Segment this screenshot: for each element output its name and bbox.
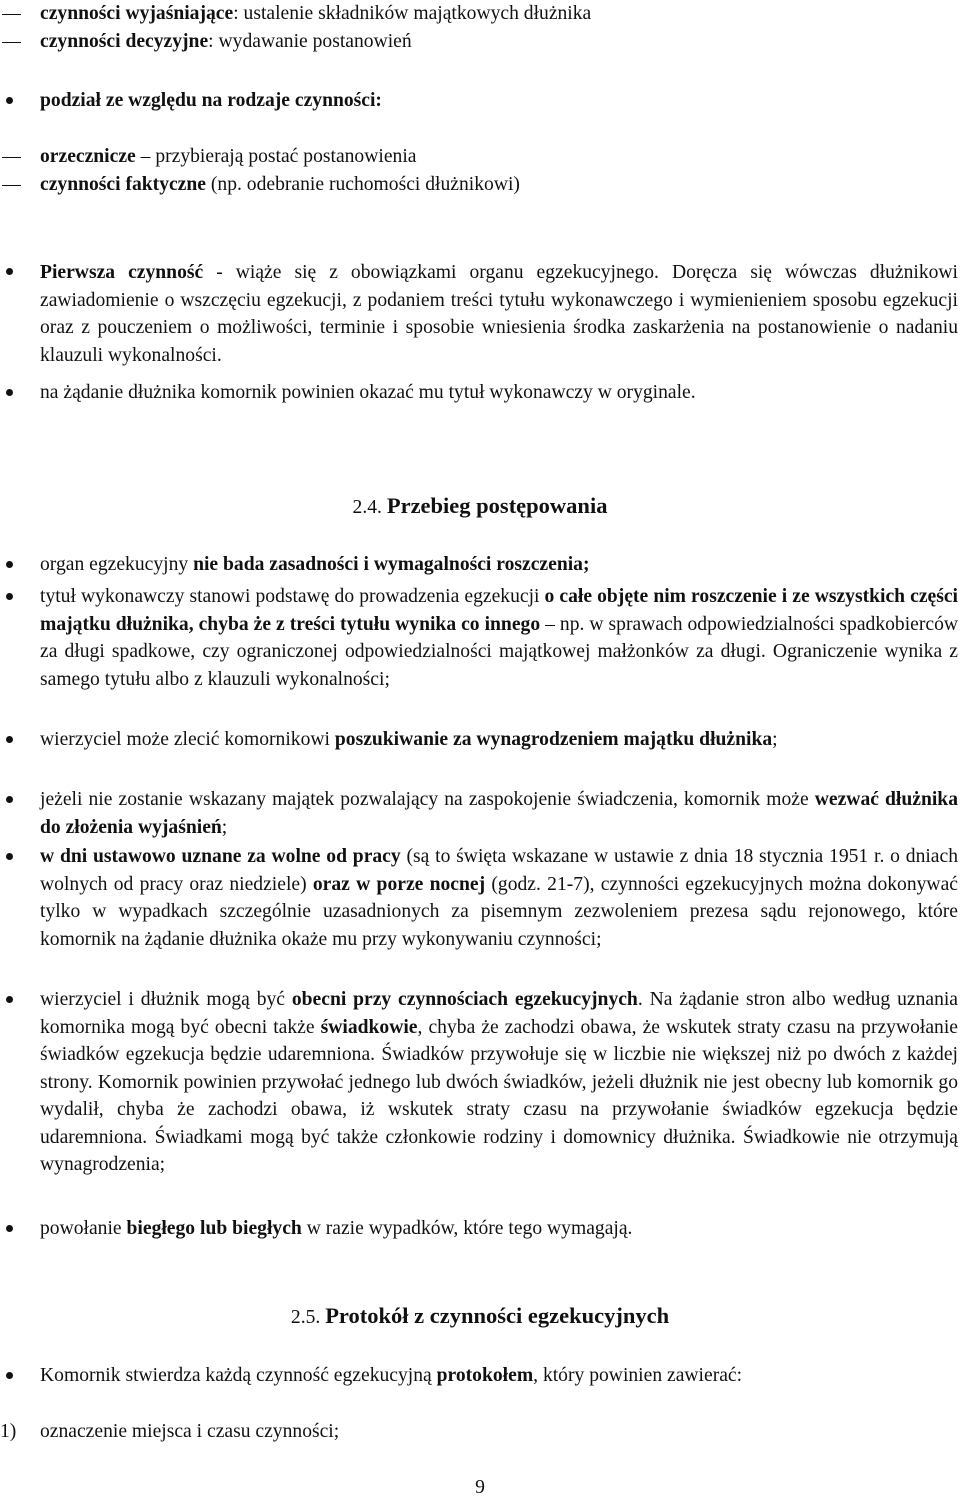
term: czynności wyjaśniające	[40, 3, 234, 24]
term: czynności decyzyjne	[40, 31, 209, 52]
emphasis: świadkowie	[320, 1016, 418, 1038]
item-text: : ustalenie składników majątkowych dłużnika	[233, 3, 592, 24]
item-text: powołanie	[40, 1218, 127, 1239]
section-heading-2-4	[0, 492, 960, 521]
dash-bullet	[2, 42, 21, 43]
bullet-dot	[6, 1225, 13, 1232]
section-number: 2.5.	[290, 1307, 326, 1328]
list-item-czynnosci-wyjasniajace	[40, 0, 958, 28]
bullet-dot	[6, 853, 13, 860]
section-title: Protokół z czynności egzekucyjnych	[325, 1303, 670, 1328]
list-item-zadanie	[40, 379, 958, 407]
item-text: wierzyciel i dłużnik mogą być	[40, 989, 292, 1010]
list-item-biegly	[40, 1215, 958, 1243]
emphasis: w dni ustawowo uznane za wolne od pracy	[40, 846, 401, 867]
paragraph-pierwsza-czynnosc	[40, 259, 958, 369]
bullet-dot	[6, 268, 13, 275]
emphasis: o całe objęte nim roszczenie i ze wszystkich części majątku dłużnika, chyba że z treści tytułu wynika co innego	[40, 586, 958, 635]
section-number: 2.4.	[352, 497, 387, 518]
item-text: tytuł wykonawczy stanowi podstawę do prowadzenia egzekucji	[40, 586, 545, 607]
item-text: Komornik stwierdza każdą czynność egzekucyjną	[40, 1365, 437, 1386]
bullet-dot	[6, 97, 13, 104]
list-item-czynnosci-decyzyjne	[40, 28, 958, 56]
list-item-podzial	[40, 87, 958, 115]
item-text: na żądanie dłużnika komornik powinien okazać mu tytuł wykonawczy w oryginale.	[40, 382, 696, 403]
bullet-dot	[6, 389, 13, 396]
item-text: jeżeli nie zostanie wskazany majątek pozwalający na zaspokojenie świadczenia, komornik może	[40, 789, 815, 810]
item-text: ;	[221, 816, 228, 838]
paragraph-text: - wiąże się z obowiązkami organu egzekucyjnego. Doręcza się wówczas dłużnikowi zawiadomienie o wszczęciu egzekucji, z podaniem treści tytułu wykonawczego i wymienieniem sposobu egzekucji oraz z pouczeniem o możliwości, terminie i sposobie wniesienia środka zaskarżenia na postanowienie o nadaniu klauzuli wykonalności.	[40, 262, 959, 366]
term: czynności faktyczne	[40, 174, 206, 195]
section-heading-2-5	[0, 1302, 960, 1331]
item-text: (np. odebranie ruchomości dłużnikowi)	[205, 174, 520, 195]
list-item-organ	[40, 551, 958, 579]
list-item-dni-wolne	[40, 843, 958, 953]
section-title: Przebieg postępowania	[386, 493, 608, 518]
emphasis: protokołem	[436, 1365, 534, 1386]
bullet-dot	[6, 796, 13, 803]
emphasis: biegłego lub biegłych	[126, 1218, 302, 1239]
emphasis: poszukiwanie za wynagrodzeniem majątku dłużnika	[334, 729, 773, 750]
item-text: , chyba że zachodzi obawa, że wskutek straty czasu na przywołanie świadków egzekucja będzie udaremniona. Świadków przywołuje się w liczbie nie większej niż po dwóch z każdej strony. Komornik powinien przywołać jednego lub dwóch świadków, jeżeli dłużnik nie jest obecny lub komornik go wydalił, chyba że zachodzi obawa, iż wskutek straty czasu na przywołanie świadków egzekucja będzie udaremniona. Świadkami mogą być także członkowie rodziny i domownicy dłużnika. Świadkowie nie otrzymują wynagrodzenia;	[40, 1016, 958, 1175]
item-text: organ egzekucyjny	[40, 554, 194, 575]
emphasis: obecni przy czynnościach egzekucyjnych	[291, 989, 638, 1010]
list-item-tytul-wykonawczy	[40, 583, 958, 693]
bullet-dot	[6, 593, 13, 600]
list-item-orzecznicze	[40, 143, 958, 171]
emphasis: wezwać dłużnika do złożenia wyjaśnień	[40, 789, 958, 838]
item-text: . Na żądanie stron albo według uznania komornika mogą być obecni także	[40, 989, 959, 1038]
dash-bullet	[2, 14, 21, 15]
item-text: (są to święta wskazane w ustawie z dnia 18 stycznia 1951 r. o dniach wolnych od pracy oraz niedziele)	[40, 846, 958, 895]
term: podział ze względu na rodzaje czynności:	[40, 90, 382, 111]
bullet-dot	[6, 996, 13, 1003]
item-text: , który powinien zawierać:	[533, 1365, 743, 1386]
item-text: (godz. 21-7), czynności egzekucyjnych można dokonywać tylko w wypadkach szczególnie uzasadnionych za pisemnym zezwoleniem prezesa sądu rejonowego, które komornik na żądanie dłużnika okaże mu przy wykonywaniu czynności;	[40, 873, 958, 950]
dash-separator: –	[540, 613, 560, 635]
list-item-jezeli-nie-zostanie	[40, 786, 958, 841]
dash-bullet	[2, 157, 21, 158]
bullet-dot	[6, 1372, 13, 1379]
bullet-dot	[6, 736, 13, 743]
emphasis: oraz w porze nocnej	[312, 873, 486, 895]
item-text: w razie wypadków, które tego wymagają.	[301, 1218, 633, 1239]
emphasis: nie bada zasadności i wymagalności roszczenia;	[193, 554, 590, 575]
item-text: : wydawanie postanowień	[208, 31, 412, 52]
dash-bullet	[2, 185, 21, 186]
list-item-komornik-stwierdza	[40, 1362, 958, 1390]
list-number: 1)	[0, 1421, 17, 1442]
item-text: – przybierają postać postanowienia	[135, 146, 417, 167]
numbered-item-1	[40, 1418, 958, 1446]
list-item-czynnosci-faktyczne	[40, 171, 958, 199]
item-text: wierzyciel może zlecić komornikowi	[40, 729, 335, 750]
page-number: 9	[475, 1477, 485, 1498]
item-text: oznaczenie miejsca i czasu czynności;	[40, 1421, 340, 1442]
list-item-obecni	[40, 986, 958, 1179]
item-text: np. w sprawach odpowiedzialności spadkobierców za długi spadkowe, czy ograniczonej odpowiedzialności majątkowej małżonków za długi. Ograniczenie wynika z samego tytułu albo z klauzuli wykonalności;	[40, 613, 959, 690]
list-item-wierzyciel-zlecic	[40, 726, 958, 754]
item-text: ;	[772, 729, 778, 750]
bullet-dot	[6, 561, 13, 568]
term: orzecznicze	[40, 146, 136, 167]
term: Pierwsza czynność	[40, 262, 204, 283]
